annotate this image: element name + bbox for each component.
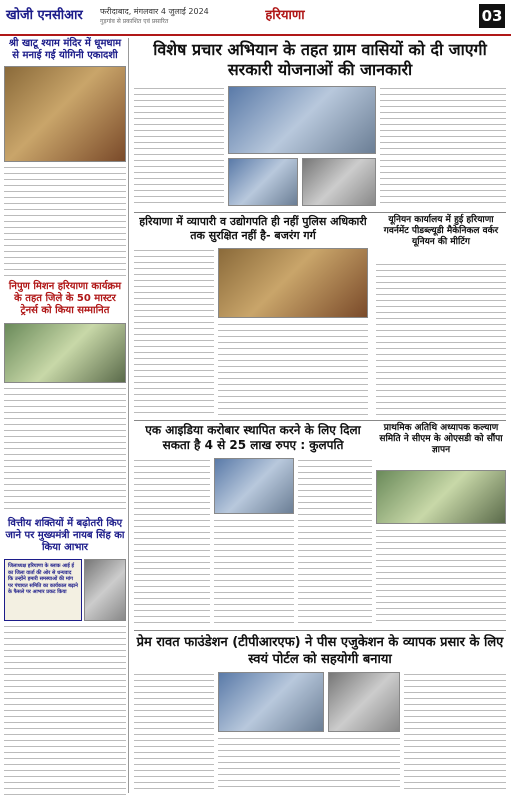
story-khatu-shyam-body (4, 165, 126, 277)
bajrang-garg-photo (218, 248, 368, 318)
quote-text: जिलाध्यक्ष हरियाणा के ब्लाक आई ई का जिला वार्ता की ओर से धन्यवाद कि उन्होंने हमारी समस्याओं की मांग पर पंचायत समिति का कार्यकाल बढ़ाने के फैसले पर आभार प्रकट किया (8, 563, 78, 595)
prem-rawat-body-2 (218, 736, 400, 792)
story-nipun-mission-body (4, 386, 126, 514)
nipun-mission-photo (4, 323, 126, 383)
idea-business-headline: एक आइडिया करोबार स्थापित करने के लिए दिला सकता है 4 से 25 लाख रुपए : कुलपति (145, 423, 361, 452)
left-column (4, 38, 126, 800)
khatu-shyam-photo (4, 66, 126, 162)
teacher-welfare-body (376, 528, 506, 624)
story-financial-powers-body (4, 624, 126, 800)
issue-date: फरीदाबाद, मंगलवार 4 जुलाई 2024 (100, 7, 209, 16)
section-divider-3 (134, 630, 506, 631)
masthead (0, 0, 511, 36)
prem-rawat-body-1 (134, 672, 214, 792)
main-story-photo-1 (228, 86, 376, 154)
union-meeting-body (376, 262, 506, 416)
prem-rawat-photo-1 (218, 672, 324, 732)
section-divider-2 (134, 420, 506, 421)
story-khatu-shyam-headline: श्री खाटू श्याम मंदिर में धूमधाम से मनाई गई योगिनी एकादशी (8, 38, 122, 61)
bajrang-garg-headline: हरियाणा में व्यापारी व उद्योगपति ही नहीं पुलिस अधिकारी तक सुरक्षित नहीं है- बजरंग गर्ग (139, 215, 367, 242)
main-story-body-right (380, 86, 506, 206)
idea-business-photo (214, 458, 294, 514)
teacher-welfare-photo (376, 470, 506, 524)
portrait-photo (84, 559, 126, 621)
newspaper-logo: खोजी एनसीआर (6, 8, 83, 23)
section-title: हरियाणा (265, 8, 305, 23)
story-financial-powers-headline: वित्तीय शक्तियों में बढ़ोतरी किए जाने पर मुख्यमंत्री नायब सिंह का किया आभार (5, 518, 125, 553)
story-nipun-mission-headline: निपुण मिशन हरियाणा कार्यक्रम के तहत जिले के 50 मास्टर ट्रेनर्स को किया सम्मानित (8, 281, 122, 316)
teacher-welfare-headline: प्राथमिक अतिथि अध्यापक कल्याण समिति ने सीएम के ओएसडी को सौंपा ज्ञापन (379, 423, 503, 455)
issue-subtitle: गुड़गांव से प्रकाशित एवं प्रसारित (100, 18, 169, 25)
section-divider (134, 212, 506, 213)
main-story-body-left (134, 86, 224, 206)
main-headline: विशेष प्रचार अभियान के तहत ग्राम वासियों को दी जाएगी सरकारी योजनाओं की जानकारी (153, 40, 487, 79)
quote-block (4, 559, 126, 621)
column-divider (128, 38, 129, 793)
idea-business-body-2 (214, 518, 294, 624)
prem-rawat-headline: प्रेम रावत फाउंडेशन (टीपीआरएफ) ने पीस एजुकेशन के व्यापक प्रसार के लिए स्वयं पोर्टल को सहयोगी बनाया (136, 635, 504, 667)
union-meeting-headline: यूनियन कार्यालय में हुई हरियाणा गवर्नमेंट पीडब्ल्यूडी मैकेनिकल वर्कर यूनियन की मीटिंग (383, 215, 499, 247)
main-story-photo-3 (302, 158, 376, 206)
idea-business-body-1 (134, 458, 210, 624)
idea-business-body-3 (298, 458, 372, 624)
prem-rawat-body-3 (404, 672, 506, 792)
page-number: 03 (479, 4, 505, 28)
prem-rawat-photo-2 (328, 672, 400, 732)
bajrang-garg-body-left (134, 248, 214, 416)
bajrang-garg-body-right (218, 322, 368, 416)
main-story-photo-2 (228, 158, 298, 206)
quote-box (4, 559, 82, 621)
